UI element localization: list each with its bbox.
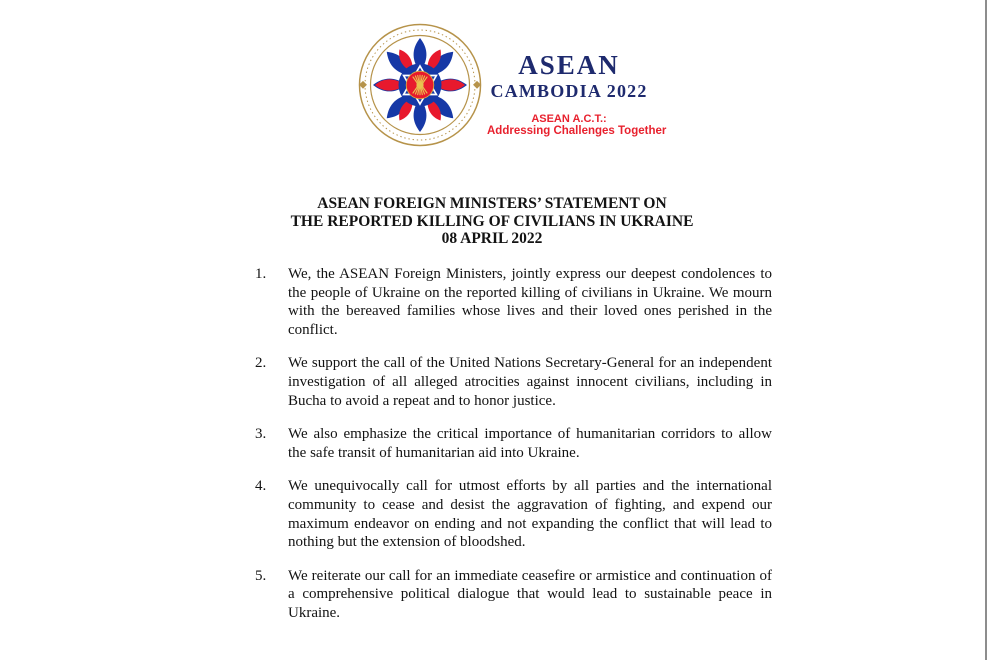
paragraph-text: We also emphasize the critical importance of humanitarian corridors to allow the safe transit of humanitarian aid into Ukraine. [288,426,772,461]
title-line-3: 08 APRIL 2022 [441,230,543,247]
statement-paragraph-4 [255,477,772,551]
page-title [212,195,772,248]
title-line-1: ASEAN FOREIGN MINISTERS’ STATEMENT ON [317,195,667,212]
paragraph-text: We reiterate our call for an immediate ceasefire or armistice and continuation of a comprehensive political dialogue that would lead to sustainable peace in Ukraine. [288,567,772,621]
paragraph-number: 1. [255,266,267,282]
logo-wordmark [487,50,667,138]
paragraph-number: 4. [255,478,267,495]
statement-paragraph-1 [255,265,772,339]
logo-tagline-full: Addressing Challenges Together [487,125,667,137]
title-line-2: THE REPORTED KILLING OF CIVILIANS IN UKRAINE [290,212,694,230]
paragraph-text: We support the call of the United Nations Secretary-General for an independent investigation of all alleged atrocities against innocent civilians, including in Bucha to avoid a repeat and to honor justice. [288,355,772,409]
page-edge-border [985,0,987,660]
statement-list [255,265,772,638]
paragraph-number: 3. [255,426,267,443]
paragraph-number: 2. [255,355,267,372]
paragraph-text: We unequivocally call for utmost efforts by all parties and the international community to cease and desist the aggravation of fighting, and expend our maximum endeavor on ending and not expanding the conflict that will lead to nothing but the extension of bloodshed. [288,478,772,551]
logo-tagline-act: ASEAN A.C.T.: [531,113,607,125]
logo-asean-text: ASEAN [518,50,620,80]
statement-paragraph-2 [255,354,772,410]
statement-paragraph-3 [255,425,772,462]
asean-emblem-icon [357,22,483,148]
logo-cambodia-text: CAMBODIA 2022 [490,81,648,101]
paragraph-number: 5. [255,567,267,584]
statement-paragraph-5 [255,567,772,623]
paragraph-text: We, the ASEAN Foreign Ministers, jointly express our deepest condolences to the people of Ukraine on the reported killing of civilians in Ukraine. We mourn with the bereaved families whose lives and their loved ones perished in the conflict. [288,266,772,338]
